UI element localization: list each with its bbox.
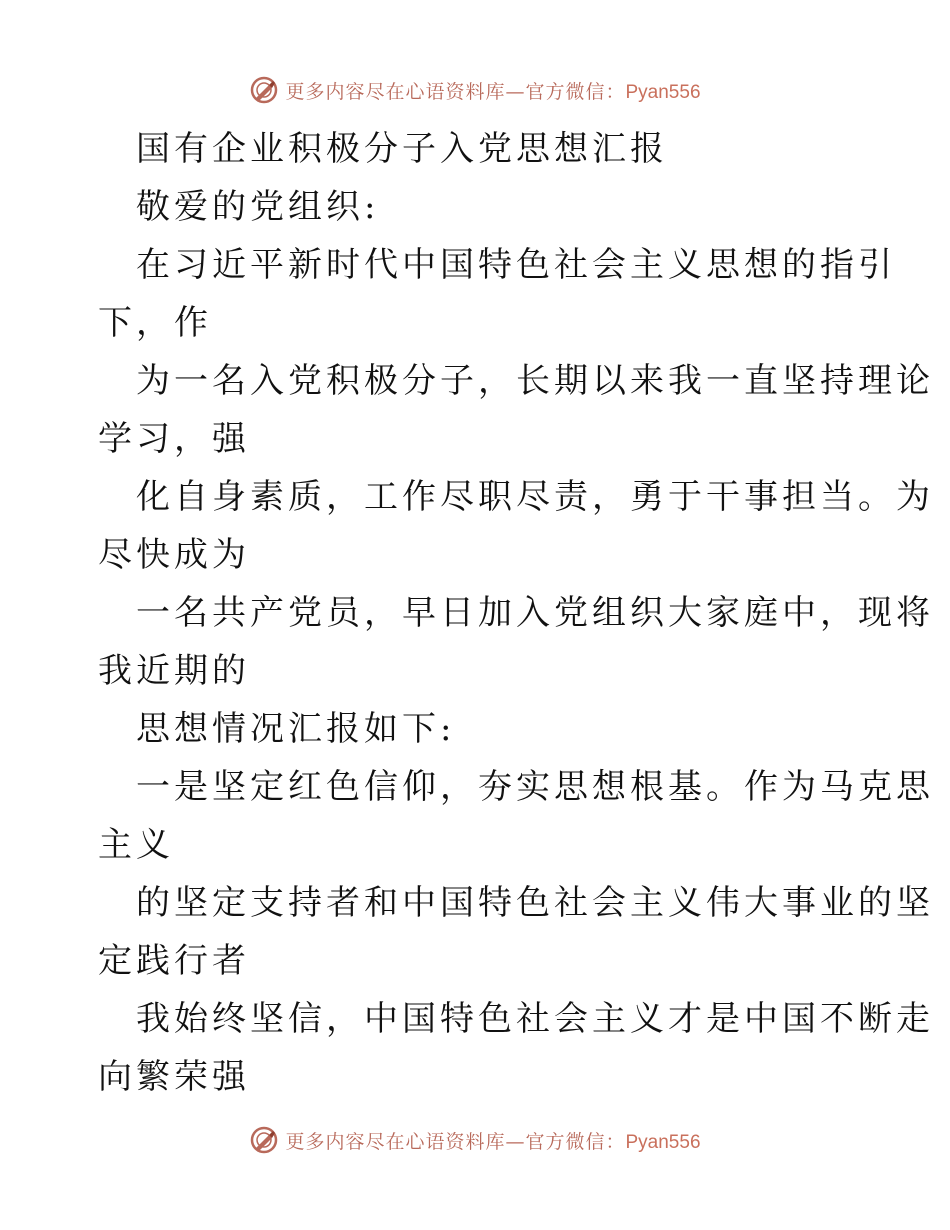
paragraph-line: 我近期的 — [98, 651, 250, 691]
paragraph-line: 下，作 — [98, 303, 212, 343]
salutation: 敬爱的党组织: — [136, 187, 380, 227]
document-title: 国有企业积极分子入党思想汇报 — [136, 129, 668, 169]
paragraph-line: 一名共产党员，早日加入党组织大家庭中，现将 — [136, 593, 934, 633]
paragraph-line: 尽快成为 — [98, 535, 250, 575]
watermark-text: 更多内容尽在心语资料库—官方微信： — [285, 80, 626, 103]
watermark-wechat-id: Pyan556 — [625, 1131, 701, 1153]
paragraph-line: 主义 — [98, 825, 174, 865]
pen-logo-icon — [249, 1125, 279, 1155]
paragraph-line: 思想情况汇报如下: — [136, 709, 456, 749]
header-watermark — [0, 70, 950, 110]
watermark-text: 更多内容尽在心语资料库—官方微信： — [285, 1130, 626, 1153]
footer-watermark — [0, 1120, 950, 1160]
paragraph-line: 化自身素质，工作尽职尽责，勇于干事担当。为 — [136, 477, 934, 517]
paragraph-line: 我始终坚信，中国特色社会主义才是中国不断走 — [136, 999, 934, 1039]
paragraph-line: 为一名入党积极分子，长期以来我一直坚持理论 — [136, 361, 934, 401]
pen-logo-icon — [249, 75, 279, 105]
watermark-wechat-id: Pyan556 — [625, 81, 701, 103]
paragraph-line: 向繁荣强 — [98, 1057, 250, 1097]
paragraph-line: 一是坚定红色信仰，夯实思想根基。作为马克思 — [136, 767, 934, 807]
paragraph-line: 定践行者 — [98, 941, 250, 981]
paragraph-line: 在习近平新时代中国特色社会主义思想的指引 — [136, 245, 896, 285]
paragraph-line: 学习，强 — [98, 419, 250, 459]
document-body — [98, 120, 934, 1106]
paragraph-line: 的坚定支持者和中国特色社会主义伟大事业的坚 — [136, 883, 934, 923]
